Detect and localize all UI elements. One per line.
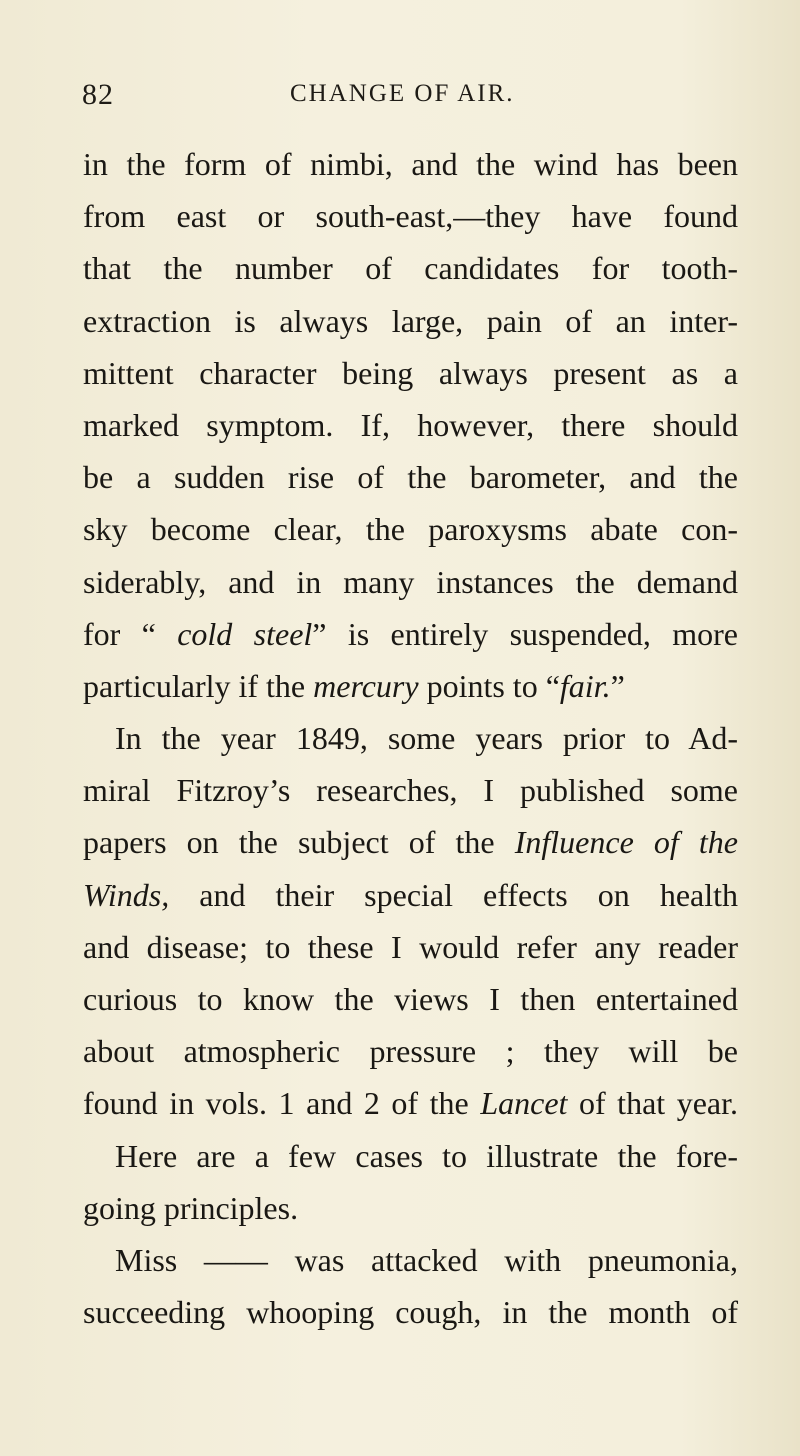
text-line — [83, 816, 738, 868]
page-number: 82 — [82, 78, 114, 111]
text-line: siderably, and in many instances the demand — [83, 563, 738, 600]
text-run: for “ — [83, 615, 178, 652]
text-line: In the year 1849, some years prior to Ad- — [115, 720, 738, 757]
text-line: Here are a few cases to illustrate the fore- — [115, 1137, 738, 1174]
text-run: particularly if the — [83, 667, 314, 704]
text-line: about atmospheric pressure ; they will be — [83, 1033, 738, 1070]
body-text — [83, 138, 738, 1338]
page-header — [82, 78, 720, 118]
text-line: succeeding whooping cough, in the month of — [83, 1294, 738, 1331]
text-run: papers on the subject of the — [83, 824, 515, 861]
text-line — [83, 869, 738, 921]
text-run: and their special effects on health — [169, 876, 738, 913]
italic-run: Lancet — [480, 1085, 568, 1122]
italic-run: mercury — [313, 667, 419, 704]
text-line: from east or south-east,—they have found — [83, 198, 738, 235]
text-line: going principles. — [83, 1189, 299, 1226]
text-run: found in vols. 1 and 2 of the — [83, 1085, 481, 1122]
text-line: and disease; to these I would refer any reader — [83, 928, 738, 965]
text-line — [83, 660, 738, 712]
text-line: in the form of nimbi, and the wind has been — [83, 146, 738, 182]
text-run: of that year. — [567, 1085, 739, 1122]
text-line: Miss —— was attacked with pneumonia, — [115, 1241, 738, 1278]
running-head: CHANGE OF AIR. — [290, 80, 515, 107]
text-line — [83, 1077, 738, 1129]
text-run: points to “ — [418, 667, 560, 704]
text-line: miral Fitzroy’s researches, I published some — [83, 772, 738, 809]
text-line: mittent character being always present as a — [83, 354, 738, 391]
text-run: ” — [610, 667, 625, 704]
italic-run: cold steel — [177, 615, 313, 652]
text-line — [83, 608, 738, 660]
text-run: ” is entirely suspended, more — [312, 615, 738, 652]
text-line: sky become clear, the paroxysms abate con- — [83, 511, 738, 548]
italic-run: Influence of the — [514, 824, 739, 861]
text-line: marked symptom. If, however, there should — [83, 406, 738, 443]
text-line: extraction is always large, pain of an inter- — [83, 302, 738, 339]
text-line: be a sudden rise of the barometer, and the — [83, 459, 738, 496]
text-line: curious to know the views I then entertained — [83, 981, 738, 1017]
italic-run: fair. — [559, 667, 611, 704]
italic-run: Winds, — [83, 876, 170, 913]
text-line: that the number of candidates for tooth- — [83, 250, 738, 287]
